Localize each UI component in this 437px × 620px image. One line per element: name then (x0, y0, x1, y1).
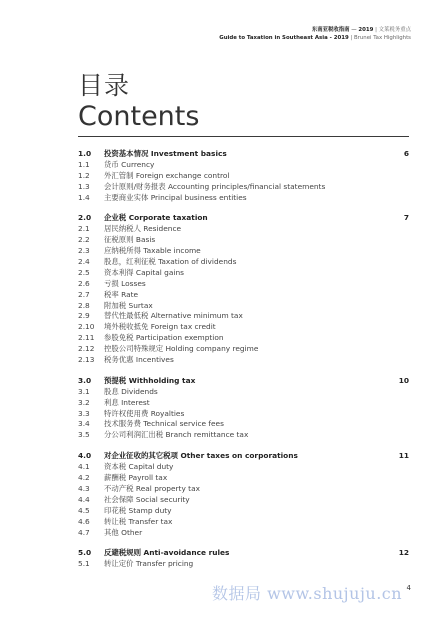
page-title-cn: 目录 (78, 71, 131, 100)
toc-item-label: 不动产税 Real property tax (104, 483, 200, 493)
toc-item-label: 分公司利润汇出税 Branch remittance tax (104, 430, 249, 440)
toc-item-label: 股息，红利征税 Taxation of dividends (104, 257, 237, 267)
toc-section-title: 预提税 Withholding tax (104, 375, 196, 385)
toc-item[interactable] (78, 279, 409, 290)
toc-item-number: 2.12 (78, 344, 95, 354)
toc-item-number: 2.7 (78, 289, 90, 299)
toc-item-label: 转让税 Transfer tax (104, 516, 173, 526)
toc-item-label: 薪酬税 Payroll tax (104, 473, 168, 483)
toc-item-label: 其他 Other (104, 527, 143, 537)
running-header (219, 26, 411, 42)
toc-section (78, 451, 409, 538)
header-line-cn (219, 26, 411, 34)
toc-item-label: 转让定价 Transfer pricing (104, 559, 194, 569)
toc-section-title: 投资基本情况 Investment basics (104, 149, 227, 158)
toc-item-label: 税率 Rate (104, 289, 139, 299)
toc-item-number: 3.3 (78, 408, 90, 418)
toc-item-label: 境外税收抵免 Foreign tax credit (104, 322, 216, 332)
toc-item[interactable] (78, 290, 409, 301)
toc-item-number: 3.2 (78, 397, 90, 407)
toc-item[interactable] (78, 409, 409, 420)
toc-section-heading[interactable] (78, 149, 409, 160)
toc-section-number: 2.0 (78, 213, 92, 223)
toc-item-label: 居民纳税人 Residence (104, 224, 182, 234)
toc-section-heading[interactable] (78, 548, 409, 559)
header-subtitle-en: | Brunei Tax Highlights (348, 35, 411, 41)
toc-section-heading[interactable] (78, 451, 409, 462)
watermark: 数据局 www.shujuju.cn (212, 584, 403, 603)
toc-item-label: 利息 Interest (104, 397, 150, 407)
toc-page-number: 11 (398, 451, 409, 461)
toc-item-label: 附加税 Surtax (104, 300, 153, 310)
toc-section-number: 3.0 (78, 375, 92, 385)
toc-item-number: 2.1 (78, 224, 90, 234)
toc-item-number: 1.3 (78, 181, 90, 191)
header-subtitle-cn: | 文莱税务重点 (373, 27, 411, 33)
toc-item-number: 4.2 (78, 473, 90, 483)
toc-item-label: 征税原则 Basis (104, 235, 156, 245)
toc-item-number: 2.5 (78, 267, 90, 277)
toc-item-label: 参股免税 Participation exemption (104, 333, 224, 343)
toc-item-label: 亏损 Losses (104, 278, 146, 288)
header-sep: — (349, 27, 359, 33)
page-number: 4 (406, 584, 411, 592)
toc-item[interactable] (78, 268, 409, 279)
toc-item-number: 2.9 (78, 311, 90, 321)
toc-item-label: 技术服务费 Technical service fees (104, 419, 224, 429)
toc-item-number: 1.2 (78, 170, 90, 180)
toc-item[interactable] (78, 517, 409, 528)
toc-item-label: 印花税 Stamp duty (104, 505, 172, 515)
toc-item[interactable] (78, 322, 409, 333)
toc-item[interactable] (78, 160, 409, 171)
toc-item-label: 特许权使用费 Royalties (104, 408, 185, 418)
toc-item[interactable] (78, 387, 409, 398)
toc-item[interactable] (78, 355, 409, 366)
toc-item-number: 2.13 (78, 355, 95, 365)
toc-item-label: 替代性最低税 Alternative minimum tax (104, 311, 243, 321)
toc-item[interactable] (78, 462, 409, 473)
toc-item[interactable] (78, 506, 409, 517)
toc-page-number: 10 (398, 375, 409, 385)
toc-section-number: 1.0 (78, 149, 92, 158)
toc-item[interactable] (78, 430, 409, 441)
toc-section (78, 548, 409, 570)
header-year: 2019 (358, 27, 374, 33)
toc-item[interactable] (78, 398, 409, 409)
toc-section-heading[interactable] (78, 376, 409, 387)
toc-item-number: 1.4 (78, 192, 90, 202)
toc-item-number: 5.1 (78, 559, 90, 569)
toc-section-number: 5.0 (78, 548, 92, 558)
title-divider (78, 136, 409, 137)
toc-item-label: 货币 Currency (104, 159, 155, 169)
toc-item[interactable] (78, 257, 409, 268)
toc-section (78, 149, 409, 203)
toc-section (78, 376, 409, 441)
toc-item[interactable] (78, 473, 409, 484)
header-guide-cn: 东南亚税收指南 (311, 27, 350, 33)
toc-item-number: 4.3 (78, 483, 90, 493)
page-title-en: Contents (78, 101, 200, 132)
toc-item[interactable] (78, 301, 409, 312)
toc-item-number: 4.1 (78, 462, 90, 472)
toc-section-heading[interactable] (78, 213, 409, 224)
toc-item[interactable] (78, 528, 409, 539)
toc-item-number: 2.8 (78, 300, 90, 310)
toc-item[interactable] (78, 193, 409, 204)
toc-item-number: 3.5 (78, 430, 90, 440)
toc-item-number: 2.4 (78, 257, 90, 267)
toc-section-title: 企业税 Corporate taxation (104, 213, 208, 223)
toc-item-number: 2.10 (78, 322, 95, 332)
toc-item[interactable] (78, 171, 409, 182)
toc-item-number: 4.6 (78, 516, 90, 526)
toc-item-number: 2.2 (78, 235, 90, 245)
toc-item[interactable] (78, 419, 409, 430)
toc-item-label: 社会保障 Social security (104, 494, 190, 504)
toc-item[interactable] (78, 311, 409, 322)
toc-item[interactable] (78, 235, 409, 246)
toc-item-number: 3.1 (78, 386, 90, 396)
toc-page-number: 6 (403, 149, 409, 158)
header-line-en (219, 34, 411, 42)
toc-item-number: 4.4 (78, 494, 90, 504)
toc-item-number: 2.11 (78, 333, 95, 343)
toc-page-number: 7 (403, 213, 409, 223)
toc-section (78, 213, 409, 365)
toc-item[interactable] (78, 559, 409, 570)
toc-page-number: 12 (398, 548, 409, 558)
toc-item[interactable] (78, 246, 409, 257)
toc-item-number: 4.5 (78, 505, 90, 515)
toc-item[interactable] (78, 224, 409, 235)
toc-item-number: 2.6 (78, 278, 90, 288)
toc-item[interactable] (78, 344, 409, 355)
toc-item-number: 4.7 (78, 527, 90, 537)
toc-item[interactable] (78, 495, 409, 506)
toc-section-title: 反避税规则 Anti-avoidance rules (104, 548, 230, 558)
toc-section-number: 4.0 (78, 451, 92, 461)
toc-item-number: 2.3 (78, 246, 90, 256)
toc-item-label: 会计原则/财务报表 Accounting principles/financial statements (104, 181, 326, 191)
toc-item[interactable] (78, 333, 409, 344)
toc-item-label: 控股公司特殊规定 Holding company regime (104, 344, 259, 354)
toc-item-label: 外汇管制 Foreign exchange control (104, 170, 230, 180)
toc-section-title: 对企业征收的其它税项 Other taxes on corporations (104, 451, 298, 461)
table-of-contents (78, 149, 409, 580)
toc-item-label: 股息 Dividends (104, 386, 158, 396)
toc-item-label: 主要商业实体 Principal business entities (104, 192, 247, 202)
toc-item[interactable] (78, 484, 409, 495)
toc-item[interactable] (78, 182, 409, 193)
toc-item-label: 资本利得 Capital gains (104, 267, 184, 277)
toc-item-label: 应纳税所得 Taxable income (104, 246, 201, 256)
toc-item-number: 3.4 (78, 419, 90, 429)
toc-item-label: 税务优惠 Incentives (104, 355, 174, 365)
toc-item-number: 1.1 (78, 159, 90, 169)
toc-item-label: 资本税 Capital duty (104, 462, 174, 472)
header-guide-en: Guide to Taxation in Southeast Asia - 2019 (219, 35, 349, 41)
